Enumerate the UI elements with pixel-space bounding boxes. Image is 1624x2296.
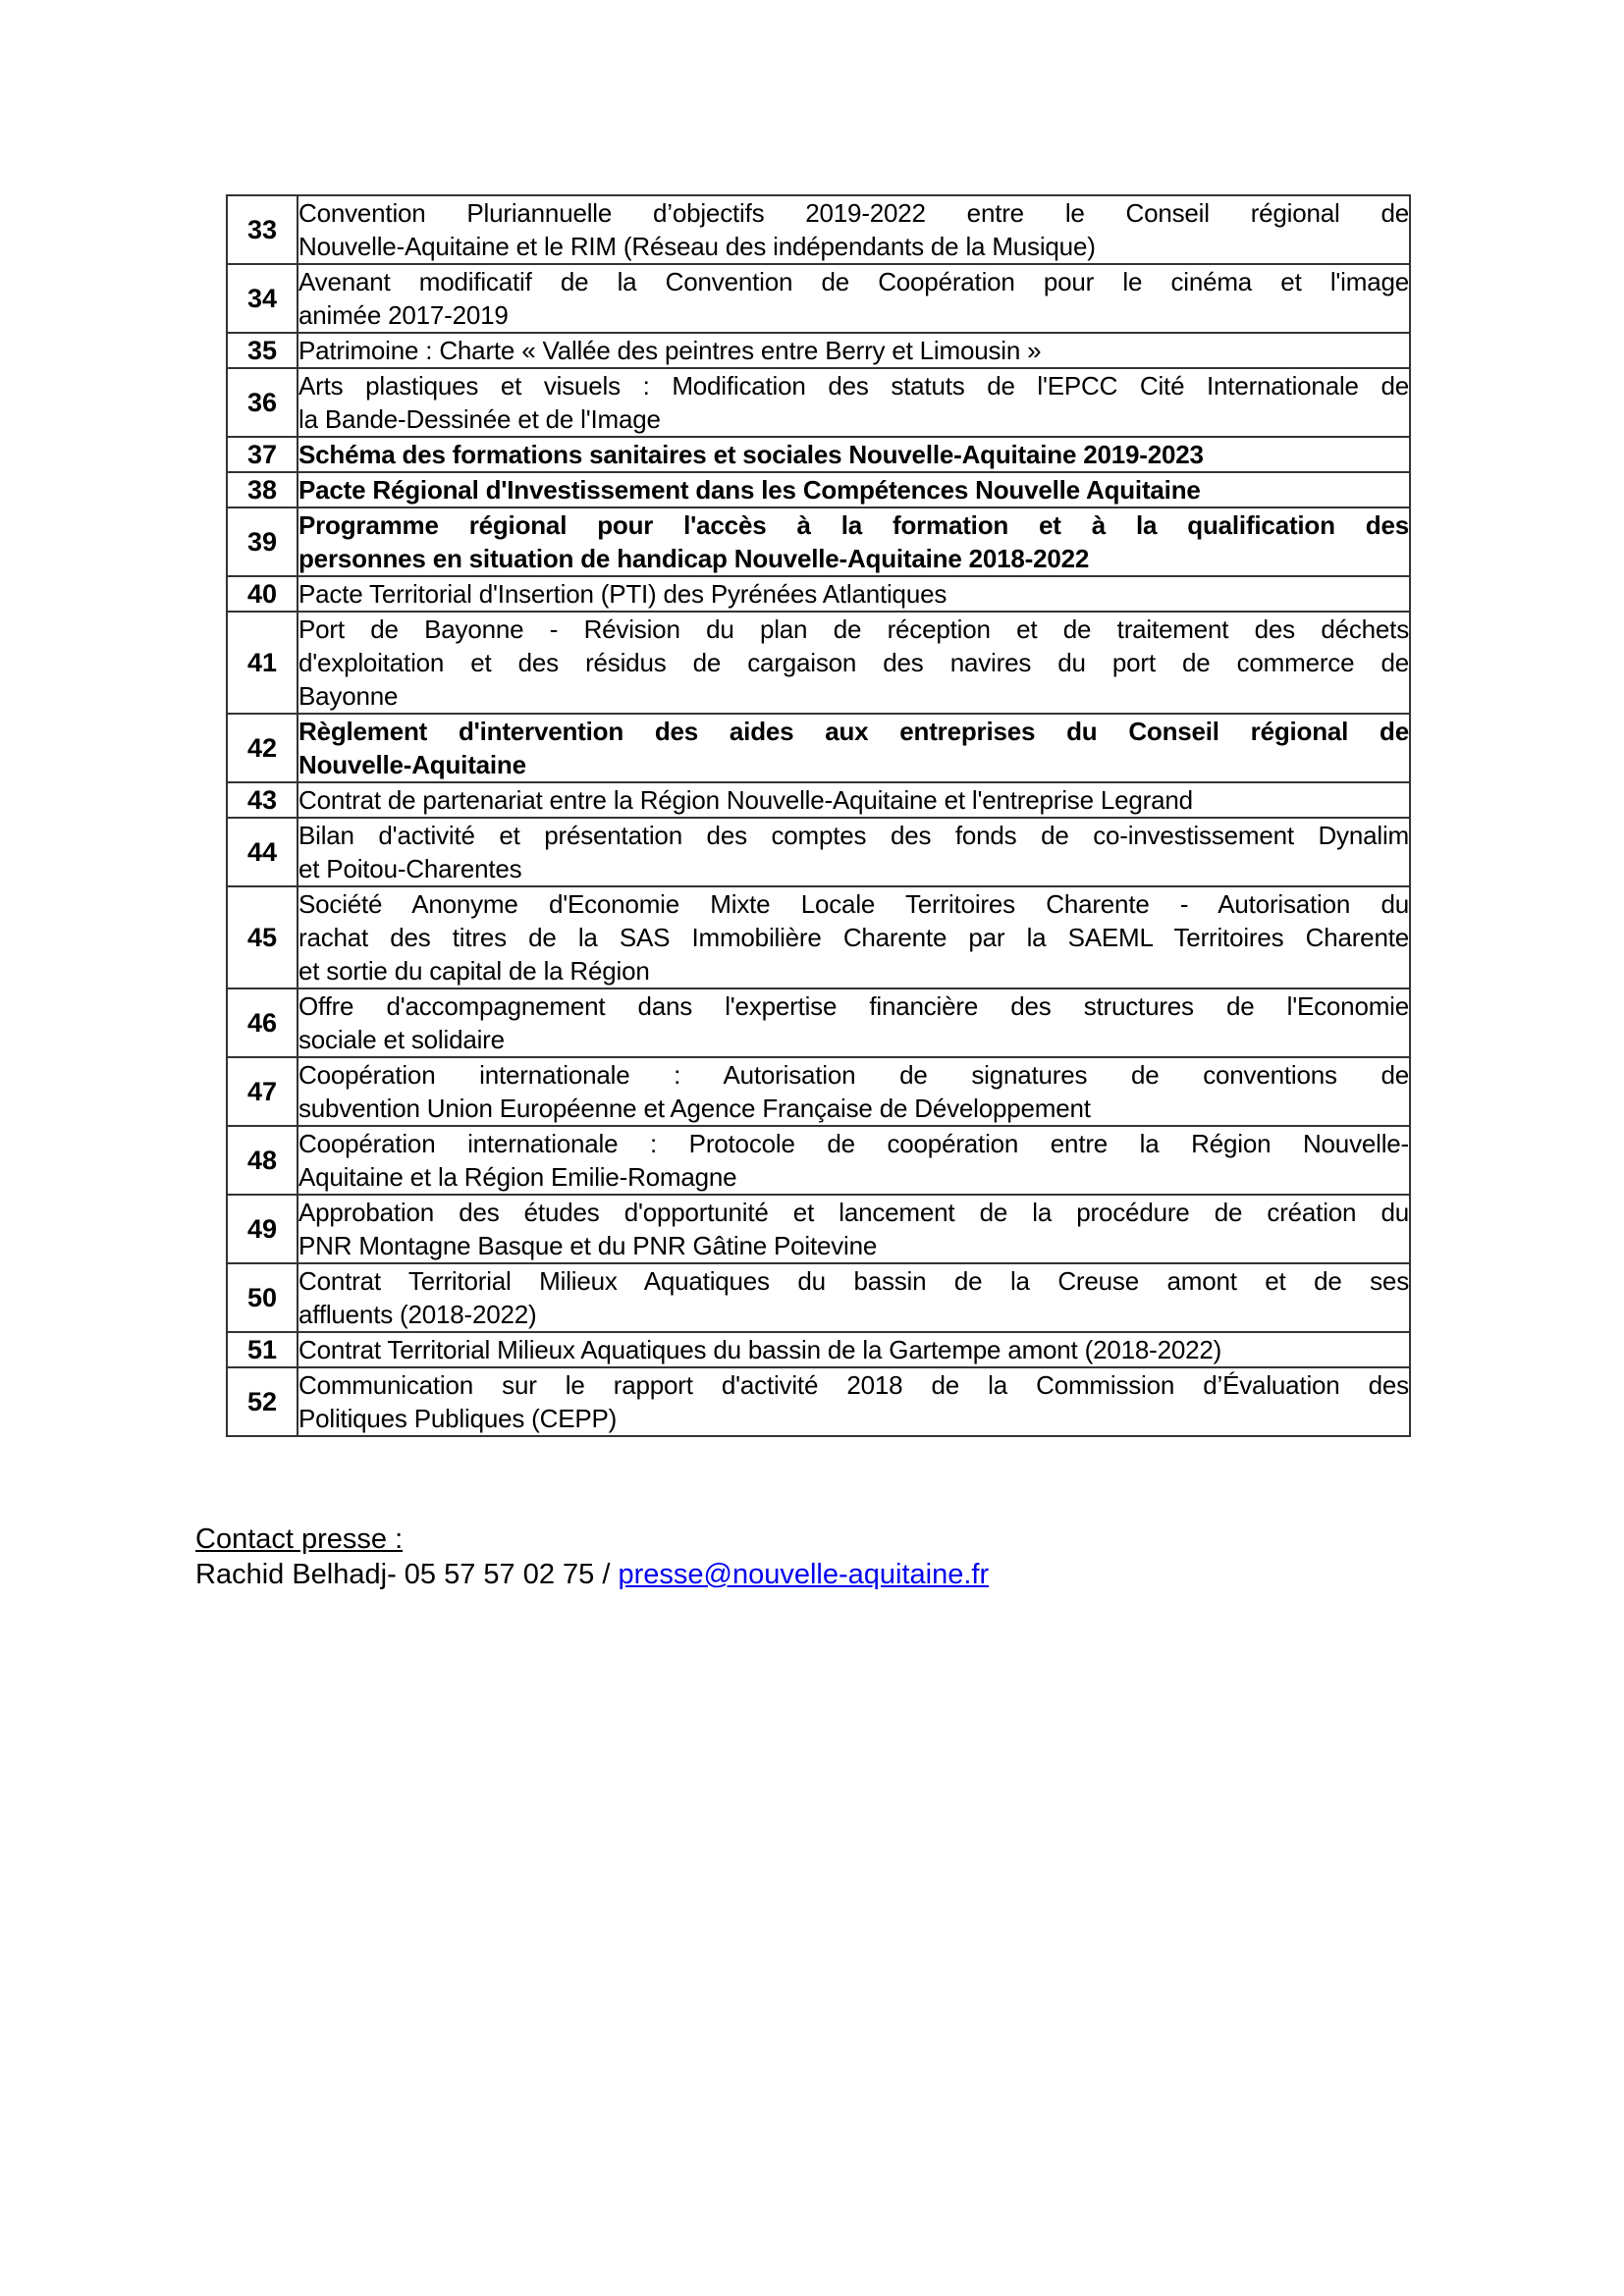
table-row <box>227 1367 1410 1436</box>
item-title-line: Coopération internationale : Autorisation de signatures de conventions de <box>298 1060 1409 1090</box>
item-title-line: Communication sur le rapport d'activité 2018 de la Commission d’Évaluation des <box>298 1370 1409 1400</box>
item-title-line: Aquitaine et la Région Emilie-Romagne <box>298 1162 737 1192</box>
item-number: 48 <box>227 1126 298 1195</box>
item-title <box>298 264 1410 333</box>
item-number: 41 <box>227 612 298 714</box>
item-title-line: Nouvelle-Aquitaine et le RIM (Réseau des indépendants de la Musique) <box>298 232 1096 261</box>
item-title-line: Pacte Régional d'Investissement dans les Compétences Nouvelle Aquitaine <box>298 475 1201 505</box>
item-title <box>298 472 1410 507</box>
item-title-line: Coopération internationale : Protocole de coopération entre la Région Nouvelle- <box>298 1129 1409 1158</box>
item-title <box>298 886 1410 988</box>
press-contact <box>195 1522 989 1592</box>
item-title-line: la Bande-Dessinée et de l'Image <box>298 404 661 434</box>
item-title <box>298 507 1410 576</box>
table-row <box>227 1057 1410 1126</box>
item-title-line: Nouvelle-Aquitaine <box>298 750 526 779</box>
item-title <box>298 368 1410 437</box>
item-number: 44 <box>227 818 298 886</box>
item-title <box>298 576 1410 612</box>
item-title-line: Patrimoine : Charte « Vallée des peintres entre Berry et Limousin » <box>298 336 1042 365</box>
item-title-line: Offre d'accompagnement dans l'expertise financière des structures de l'Economie <box>298 991 1409 1021</box>
item-number: 34 <box>227 264 298 333</box>
item-title <box>298 1126 1410 1195</box>
item-number: 46 <box>227 988 298 1057</box>
item-title-line: PNR Montagne Basque et du PNR Gâtine Poitevine <box>298 1231 878 1260</box>
item-title-line: subvention Union Européenne et Agence Française de Développement <box>298 1094 1091 1123</box>
item-title-line: Arts plastiques et visuels : Modification des statuts de l'EPCC Cité Internationale de <box>298 371 1409 400</box>
agenda-table <box>226 194 1411 1437</box>
table-row <box>227 612 1410 714</box>
item-title-line: d'exploitation et des résidus de cargaison des navires du port de commerce de <box>298 648 1409 677</box>
table-row <box>227 1126 1410 1195</box>
item-number: 52 <box>227 1367 298 1436</box>
item-title-line: Bilan d'activité et présentation des comptes des fonds de co-investissement Dynalim <box>298 821 1409 850</box>
table-row <box>227 472 1410 507</box>
item-title-line: affluents (2018-2022) <box>298 1300 537 1329</box>
item-title <box>298 1332 1410 1367</box>
item-number: 35 <box>227 333 298 368</box>
item-title-line: personnes en situation de handicap Nouvelle-Aquitaine 2018-2022 <box>298 544 1090 573</box>
item-number: 42 <box>227 714 298 782</box>
table-row <box>227 818 1410 886</box>
table-row <box>227 1195 1410 1263</box>
item-title-line: Pacte Territorial d'Insertion (PTI) des Pyrénées Atlantiques <box>298 579 947 609</box>
item-title-line: Contrat Territorial Milieux Aquatiques du bassin de la Creuse amont et de ses <box>298 1266 1409 1296</box>
item-title-line: sociale et solidaire <box>298 1025 505 1054</box>
item-title-line: et Poitou-Charentes <box>298 854 522 883</box>
item-number: 38 <box>227 472 298 507</box>
table-row <box>227 437 1410 472</box>
item-number: 43 <box>227 782 298 818</box>
item-number: 51 <box>227 1332 298 1367</box>
item-title-line: Convention Pluriannuelle d’objectifs 2019-2022 entre le Conseil régional de <box>298 198 1409 228</box>
table-row <box>227 988 1410 1057</box>
item-number: 45 <box>227 886 298 988</box>
item-title-line: Approbation des études d'opportunité et lancement de la procédure de création du <box>298 1198 1409 1227</box>
item-number: 40 <box>227 576 298 612</box>
item-title <box>298 818 1410 886</box>
contact-email-link[interactable]: presse@nouvelle-aquitaine.fr <box>618 1559 990 1590</box>
item-number: 37 <box>227 437 298 472</box>
item-title <box>298 714 1410 782</box>
item-number: 39 <box>227 507 298 576</box>
table-row <box>227 576 1410 612</box>
item-title-line: Avenant modificatif de la Convention de Coopération pour le cinéma et l'image <box>298 267 1409 296</box>
table-row <box>227 333 1410 368</box>
item-title <box>298 1057 1410 1126</box>
item-title <box>298 333 1410 368</box>
table-row <box>227 714 1410 782</box>
item-title-line: Contrat de partenariat entre la Région Nouvelle-Aquitaine et l'entreprise Legrand <box>298 785 1193 815</box>
contact-line <box>195 1557 989 1592</box>
table-row <box>227 264 1410 333</box>
table-row <box>227 782 1410 818</box>
table-row <box>227 886 1410 988</box>
item-title-line: Port de Bayonne - Révision du plan de réception et de traitement des déchets <box>298 614 1409 644</box>
item-number: 50 <box>227 1263 298 1332</box>
item-title-line: Schéma des formations sanitaires et sociales Nouvelle-Aquitaine 2019-2023 <box>298 440 1204 469</box>
item-title <box>298 437 1410 472</box>
item-title-line: et sortie du capital de la Région <box>298 956 650 986</box>
item-title <box>298 1367 1410 1436</box>
item-title-line: Règlement d'intervention des aides aux entreprises du Conseil régional de <box>298 717 1409 746</box>
item-title <box>298 195 1410 264</box>
table-row <box>227 195 1410 264</box>
item-number: 36 <box>227 368 298 437</box>
table-row <box>227 1332 1410 1367</box>
table-row <box>227 507 1410 576</box>
table-row <box>227 368 1410 437</box>
item-title-line: Programme régional pour l'accès à la formation et à la qualification des <box>298 510 1409 540</box>
item-title <box>298 988 1410 1057</box>
item-number: 49 <box>227 1195 298 1263</box>
item-title <box>298 782 1410 818</box>
item-title-line: Société Anonyme d'Economie Mixte Locale Territoires Charente - Autorisation du <box>298 889 1409 919</box>
contact-title: Contact presse : <box>195 1523 404 1555</box>
item-title <box>298 1263 1410 1332</box>
table-row <box>227 1263 1410 1332</box>
item-number: 33 <box>227 195 298 264</box>
item-title <box>298 612 1410 714</box>
item-title <box>298 1195 1410 1263</box>
item-title-line: Bayonne <box>298 681 399 711</box>
item-number: 47 <box>227 1057 298 1126</box>
item-title-line: Politiques Publiques (CEPP) <box>298 1404 618 1433</box>
item-title-line: animée 2017-2019 <box>298 300 509 330</box>
item-title-line: Contrat Territorial Milieux Aquatiques du bassin de la Gartempe amont (2018-2022) <box>298 1335 1222 1364</box>
contact-person: Rachid Belhadj- 05 57 57 02 75 / <box>195 1559 619 1590</box>
item-title-line: rachat des titres de la SAS Immobilière Charente par la SAEML Territoires Charente <box>298 923 1409 952</box>
